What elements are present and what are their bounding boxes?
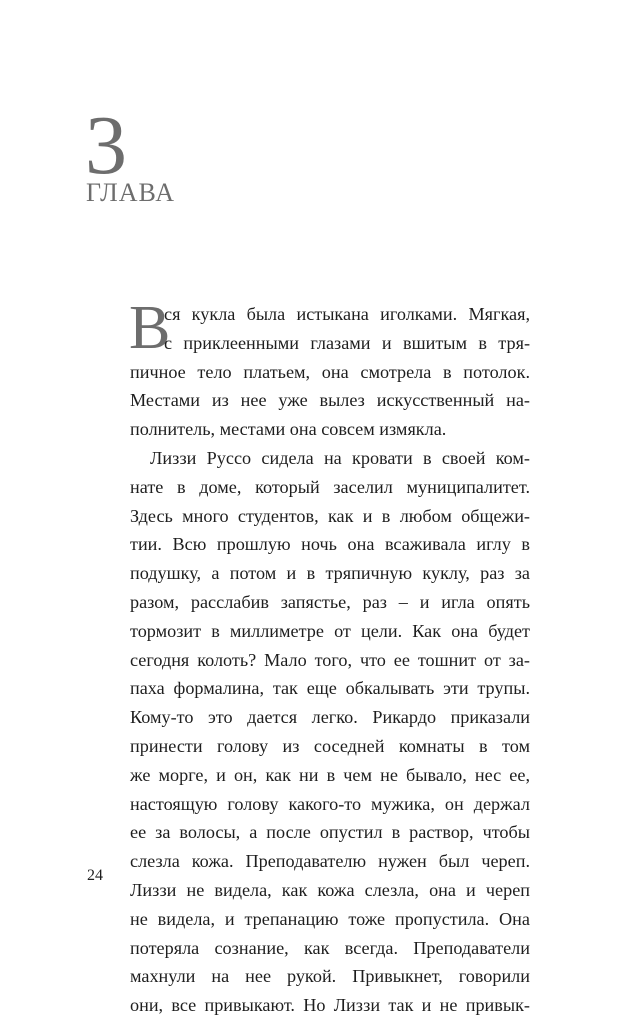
text-line: сегодня колоть? Мало того, что ее тошнит от за- (130, 649, 530, 670)
text-line: настоящую голову какого-то мужика, он держал (130, 793, 530, 814)
text-line: тии. Всю прошлую ночь она всаживала иглу в (130, 534, 530, 555)
chapter-number: 3 (85, 99, 127, 192)
text-line: Кому-то это дается легко. Рикардо приказали (130, 707, 530, 728)
text-line: Лиззи Руссо сидела на кровати в своей ком- (150, 447, 530, 468)
text-line: ее за волосы, а после опустил в раствор, чтобы (130, 822, 530, 843)
chapter-label: ГЛАВА (86, 178, 175, 207)
page-number: 24 (87, 867, 103, 884)
text-line: слезла кожа. Преподавателю нужен был череп. (130, 851, 530, 872)
text-line: принести голову из соседней комнаты в том (130, 735, 530, 756)
drop-cap: В (129, 294, 171, 362)
text-line-content: ся кукла была истыкана иголками. Мягкая, (164, 304, 530, 324)
text-line: разом, расслабив запястье, раз – и игла опять (130, 591, 530, 612)
text-line: тормозит в миллиметре от цели. Как она будет (130, 620, 530, 641)
text-line: потеряла сознание, как всегда. Преподаватели (130, 937, 530, 958)
text-line: нате в доме, который заселил муниципалитет. (130, 476, 530, 497)
text-line: подушку, а потом и в тряпичную куклу, раз за (130, 563, 530, 584)
text-line: Лиззи не видела, как кожа слезла, она и череп (130, 879, 530, 900)
text-line: с приклеенными глазами и вшитым в тря- (164, 332, 530, 353)
text-line: Здесь много студентов, как и в любом общежи- (130, 505, 530, 526)
text-line: не видела, и трепанацию тоже пропустила. Она (130, 908, 530, 929)
text-line: же морге, и он, как ни в чем не бывало, нес ее, (130, 764, 530, 785)
text-line: махнули на нее рукой. Привыкнет, говорили (130, 966, 530, 987)
text-line: паха формалина, так еще обкалывать эти трупы. (130, 678, 530, 699)
text-line: полнитель, местами она совсем измякла. (130, 419, 447, 440)
text-line: пичное тело платьем, она смотрела в потолок. (130, 361, 530, 382)
body-text (129, 294, 530, 1020)
text-line: они, все привыкают. Но Лиззи так и не привык- (130, 995, 530, 1016)
text-line: Местами из нее уже вылез искусственный на- (130, 390, 530, 411)
